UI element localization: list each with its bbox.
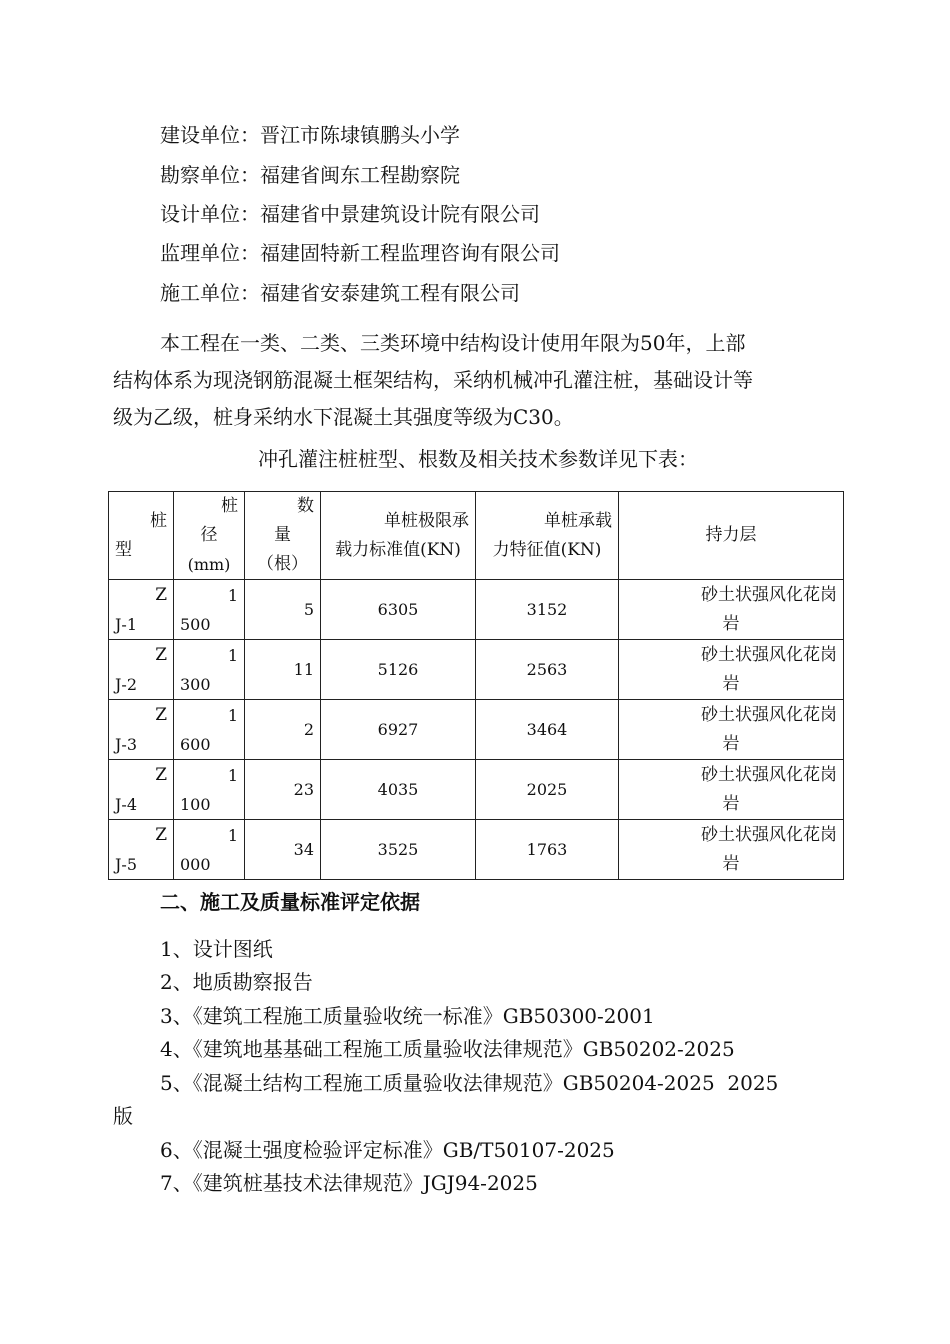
unit-line-contractor xyxy=(160,281,520,305)
unit-value: 福建省中景建筑设计院有限公司 xyxy=(260,202,540,226)
cell-ultimate-capacity: 6927 xyxy=(321,700,476,760)
section-title: 二、施工及质量标准评定依据 xyxy=(160,890,420,914)
intro-paragraph xyxy=(113,325,833,436)
header-pile-type: 桩 型 xyxy=(109,492,174,580)
cell-ultimate-capacity: 5126 xyxy=(321,640,476,700)
basis-item: 5、《混凝土结构工程施工质量验收法律规范》GB50204-2025 2025 xyxy=(160,1071,779,1095)
table-caption: 冲孔灌注桩桩型、根数及相关技术参数详见下表： xyxy=(258,447,698,471)
unit-value: 福建省安泰建筑工程有限公司 xyxy=(260,281,520,305)
basis-item-continuation: 版 xyxy=(113,1104,133,1128)
header-ultimate-capacity: 单桩极限承 载力标准值(KN) xyxy=(321,492,476,580)
cell-pile-type: Z J-3 xyxy=(109,700,174,760)
basis-item: 4、《建筑地基基础工程施工质量验收法律规范》GB50202-2025 xyxy=(160,1037,735,1061)
basis-item: 2、地质勘察报告 xyxy=(160,970,313,994)
unit-label: 勘察单位： xyxy=(160,163,260,187)
unit-label: 施工单位： xyxy=(160,281,260,305)
cell-pile-count: 5 xyxy=(245,580,321,640)
table-row xyxy=(109,820,844,880)
cell-pile-diameter: 1 100 xyxy=(174,760,245,820)
pile-parameters-table xyxy=(108,491,844,880)
cell-pile-diameter: 1 300 xyxy=(174,640,245,700)
header-pile-diameter: 桩 径 (mm) xyxy=(174,492,245,580)
basis-item: 3、《建筑工程施工质量验收统一标准》GB50300-2001 xyxy=(160,1004,655,1028)
intro-line-3: 级为乙级，桩身采纳水下混凝土其强度等级为C30。 xyxy=(113,405,574,429)
cell-characteristic-capacity: 1763 xyxy=(476,820,619,880)
unit-label: 监理单位： xyxy=(160,241,260,265)
cell-pile-type: Z J-1 xyxy=(109,580,174,640)
cell-bearing-layer: 砂土状强风化花岗 岩 xyxy=(619,580,844,640)
cell-pile-count: 11 xyxy=(245,640,321,700)
cell-characteristic-capacity: 2563 xyxy=(476,640,619,700)
unit-line-design xyxy=(160,202,540,226)
unit-label: 建设单位： xyxy=(160,123,260,147)
cell-pile-diameter: 1 600 xyxy=(174,700,245,760)
cell-bearing-layer: 砂土状强风化花岗 岩 xyxy=(619,760,844,820)
table-row xyxy=(109,640,844,700)
unit-line-survey xyxy=(160,163,460,187)
intro-line-1: 本工程在一类、二类、三类环境中结构设计使用年限为50年，上部 xyxy=(160,331,746,355)
unit-value: 福建省闽东工程勘察院 xyxy=(260,163,460,187)
cell-characteristic-capacity: 2025 xyxy=(476,760,619,820)
unit-label: 设计单位： xyxy=(160,202,260,226)
cell-pile-count: 34 xyxy=(245,820,321,880)
intro-line-2: 结构体系为现浇钢筋混凝土框架结构，采纳机械冲孔灌注桩，基础设计等 xyxy=(113,368,753,392)
basis-item: 1、设计图纸 xyxy=(160,937,273,961)
table-row xyxy=(109,760,844,820)
table-row xyxy=(109,580,844,640)
unit-value: 晋江市陈埭镇鹏头小学 xyxy=(260,123,460,147)
table-row xyxy=(109,700,844,760)
cell-bearing-layer: 砂土状强风化花岗 岩 xyxy=(619,700,844,760)
cell-pile-type: Z J-5 xyxy=(109,820,174,880)
unit-value: 福建固特新工程监理咨询有限公司 xyxy=(260,241,560,265)
cell-ultimate-capacity: 4035 xyxy=(321,760,476,820)
cell-pile-diameter: 1 500 xyxy=(174,580,245,640)
cell-pile-type: Z J-4 xyxy=(109,760,174,820)
header-characteristic-capacity: 单桩承载 力特征值(KN) xyxy=(476,492,619,580)
cell-ultimate-capacity: 3525 xyxy=(321,820,476,880)
cell-pile-type: Z J-2 xyxy=(109,640,174,700)
cell-ultimate-capacity: 6305 xyxy=(321,580,476,640)
unit-line-construction xyxy=(160,123,460,147)
basis-item: 6、《混凝土强度检验评定标准》GB/T50107-2025 xyxy=(160,1138,615,1162)
cell-bearing-layer: 砂土状强风化花岗 岩 xyxy=(619,640,844,700)
unit-line-supervision xyxy=(160,241,560,265)
cell-bearing-layer: 砂土状强风化花岗 岩 xyxy=(619,820,844,880)
cell-pile-count: 23 xyxy=(245,760,321,820)
table-header-row xyxy=(109,492,844,580)
header-pile-count: 数 量 （根） xyxy=(245,492,321,580)
cell-characteristic-capacity: 3152 xyxy=(476,580,619,640)
header-bearing-layer: 持力层 xyxy=(619,492,844,580)
cell-pile-count: 2 xyxy=(245,700,321,760)
basis-item: 7、《建筑桩基技术法律规范》JGJ94-2025 xyxy=(160,1171,538,1195)
cell-characteristic-capacity: 3464 xyxy=(476,700,619,760)
cell-pile-diameter: 1 000 xyxy=(174,820,245,880)
